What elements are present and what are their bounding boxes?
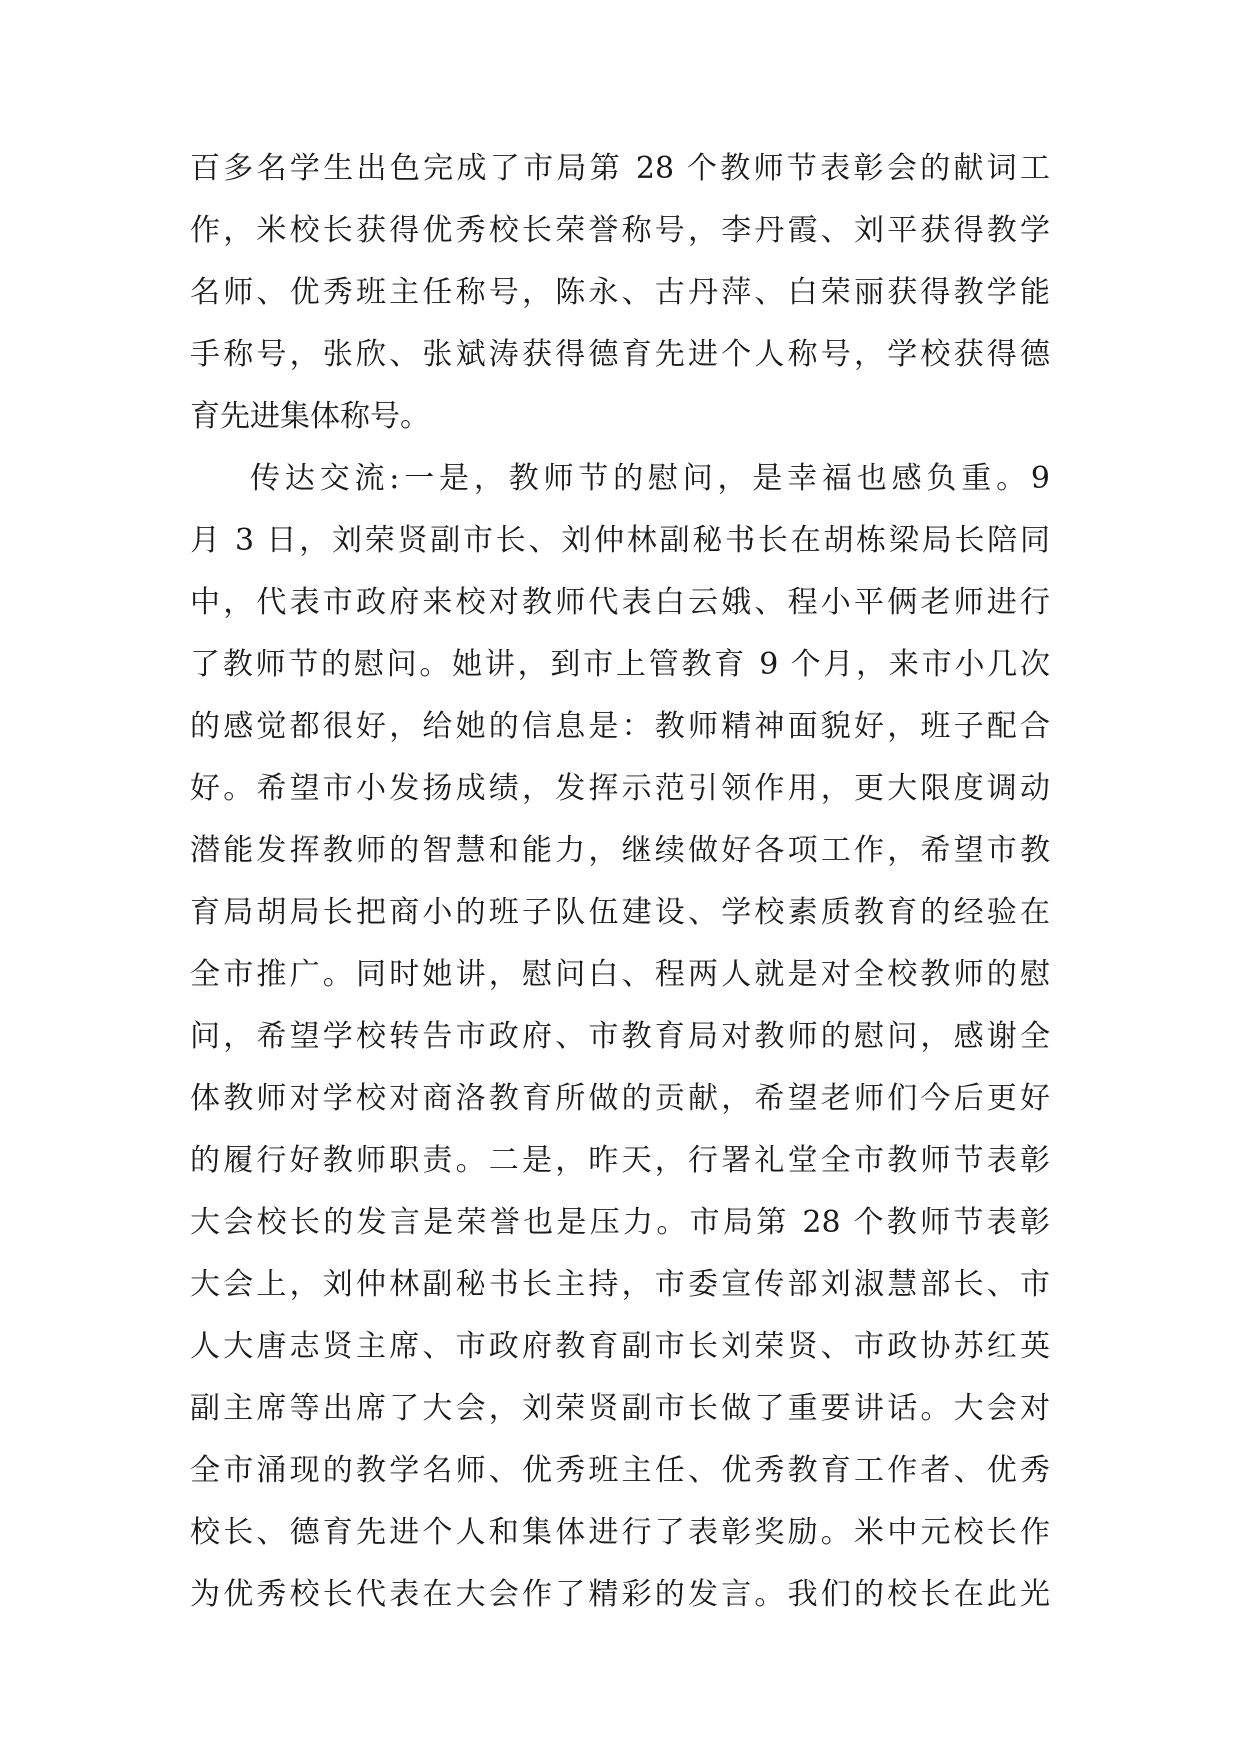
text-line: 名师、优秀班主任称号，陈永、古丹萍、白荣丽获得教学能 [190, 275, 1050, 310]
text-line: 问，希望学校转告市政府、市教育局对教师的慰问，感谢全 [190, 1019, 1050, 1054]
text-line: 为优秀校长代表在大会作了精彩的发言。我们的校长在此光 [190, 1577, 1050, 1612]
text-line: 大会校长的发言是荣誉也是压力。市局第 28 个教师节表彰 [190, 1205, 1050, 1240]
text-line: 副主席等出席了大会，刘荣贤副市长做了重要讲话。大会对 [190, 1391, 1050, 1426]
text-line: 中，代表市政府来校对教师代表白云娥、程小平俩老师进行 [190, 585, 1050, 620]
text-line: 百多名学生出色完成了市局第 28 个教师节表彰会的献词工 [190, 151, 1050, 186]
text-line: 手称号，张欣、张斌涛获得德育先进个人称号，学校获得德 [190, 337, 1050, 372]
text-line: 的感觉都很好，给她的信息是：教师精神面貌好，班子配合 [190, 709, 1050, 744]
text-line: 全市涌现的教学名师、优秀班主任、优秀教育工作者、优秀 [190, 1453, 1050, 1488]
text-line: 潜能发挥教师的智慧和能力，继续做好各项工作，希望市教 [190, 833, 1050, 868]
text-line: 作，米校长获得优秀校长荣誉称号，李丹霞、刘平获得教学 [190, 213, 1050, 248]
text-line: 大会上，刘仲林副秘书长主持，市委宣传部刘淑慧部长、市 [190, 1267, 1050, 1302]
text-line: 校长、德育先进个人和集体进行了表彰奖励。米中元校长作 [190, 1515, 1050, 1550]
text-line: 人大唐志贤主席、市政府教育副市长刘荣贤、市政协苏红英 [190, 1329, 1050, 1364]
text-line: 全市推广。同时她讲，慰问白、程两人就是对全校教师的慰 [190, 957, 1050, 992]
text-line: 育先进集体称号。 [190, 399, 430, 434]
text-line: 体教师对学校对商洛教育所做的贡献，希望老师们今后更好 [190, 1081, 1050, 1116]
text-line: 了教师节的慰问。她讲，到市上管教育 9 个月，来市小几次 [190, 647, 1050, 682]
paragraph-first-line: 传达交流:一是，教师节的慰问，是幸福也感负重。9 [250, 461, 1050, 496]
body-text [190, 138, 1050, 1626]
text-line: 月 3 日，刘荣贤副市长、刘仲林副秘书长在胡栋梁局长陪同 [190, 523, 1050, 558]
text-line: 的履行好教师职责。二是，昨天，行署礼堂全市教师节表彰 [190, 1143, 1050, 1178]
text-line: 好。希望市小发扬成绩，发挥示范引领作用，更大限度调动 [190, 771, 1050, 806]
text-line: 育局胡局长把商小的班子队伍建设、学校素质教育的经验在 [190, 895, 1050, 930]
